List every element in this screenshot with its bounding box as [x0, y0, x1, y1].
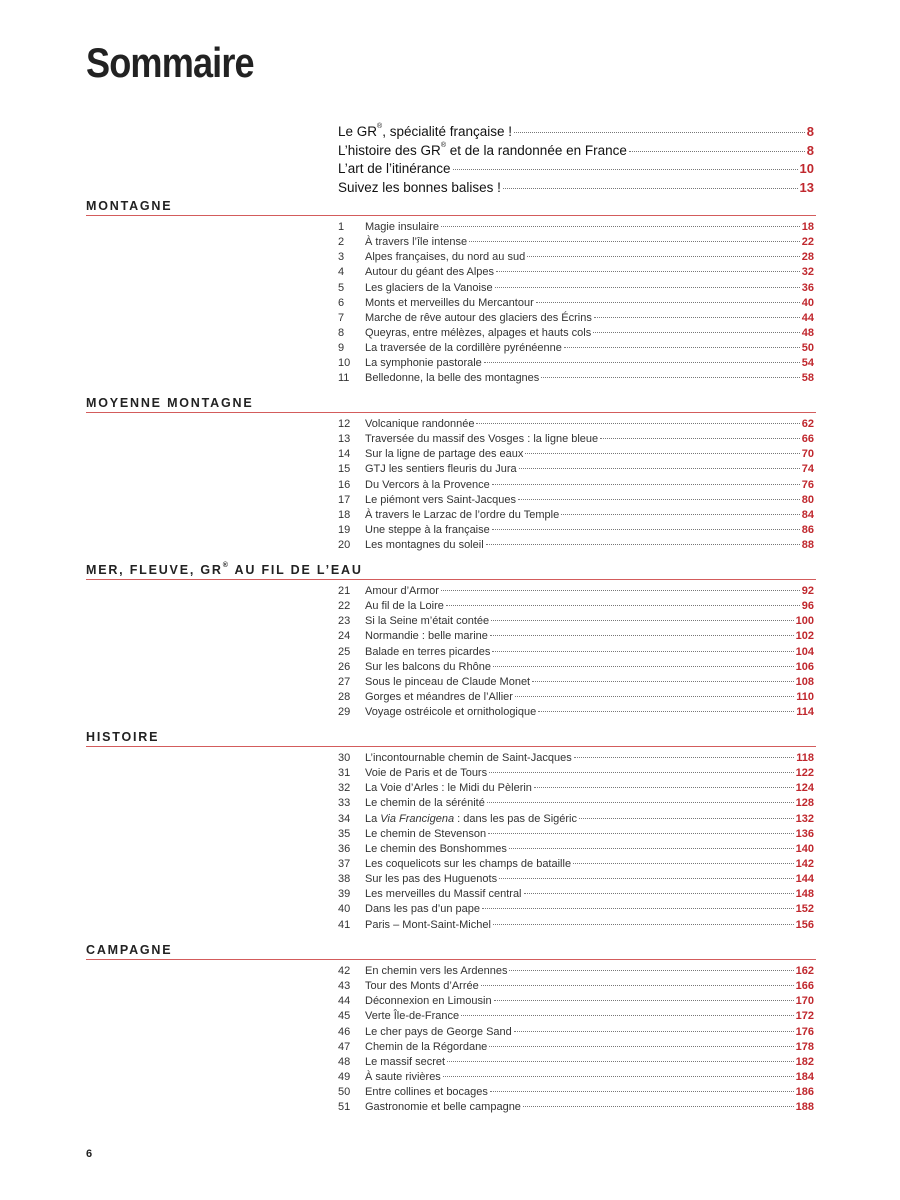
toc-entry[interactable] — [338, 524, 814, 539]
entry-number: 45 — [338, 1010, 351, 1023]
entry-page: 156 — [795, 918, 814, 931]
entry-number: 27 — [338, 675, 351, 688]
toc-entry[interactable] — [338, 1056, 814, 1071]
toc-entry[interactable] — [338, 357, 814, 372]
leader-dots — [491, 620, 794, 621]
toc-entry[interactable] — [338, 463, 814, 478]
entry-number: 38 — [338, 873, 351, 886]
entry-number: 6 — [338, 296, 345, 309]
entry-label: Suivez les bonnes balises ! — [338, 179, 501, 195]
toc-section — [86, 562, 816, 719]
section-header — [86, 942, 816, 960]
leader-dots — [488, 833, 794, 834]
entry-label: GTJ les sentiers fleuris du Jura — [365, 463, 517, 476]
entry-page: 86 — [801, 523, 814, 536]
entry-label: L’art de l’itinérance — [338, 161, 451, 176]
entry-number: 25 — [338, 645, 351, 658]
entry-number: 3 — [338, 251, 345, 264]
leader-dots — [484, 362, 800, 363]
leader-dots — [489, 772, 794, 773]
entry-page: 170 — [795, 995, 814, 1008]
leader-dots — [469, 241, 800, 242]
entry-number: 33 — [338, 797, 351, 810]
entry-label: Sur les balcons du Rhône — [365, 660, 491, 673]
leader-dots — [482, 908, 794, 909]
entry-number: 1 — [338, 221, 345, 233]
entry-label: Dans les pas d’un pape — [365, 903, 480, 916]
entry-number: 26 — [338, 660, 351, 673]
leader-dots — [492, 651, 793, 652]
leader-dots — [514, 132, 805, 133]
leader-dots — [518, 499, 800, 500]
section-header — [86, 729, 816, 747]
leader-dots — [495, 287, 800, 288]
toc-entry[interactable] — [338, 615, 814, 630]
entry-page: 40 — [801, 296, 814, 309]
entry-label: La Via Francigena : dans les pas de Sigéric — [365, 812, 577, 825]
entry-number: 2 — [338, 236, 345, 249]
leader-dots — [525, 453, 799, 454]
entry-label: Le chemin des Bonshommes — [365, 842, 507, 855]
toc-entry[interactable] — [338, 630, 814, 645]
entry-label: Le piémont vers Saint-Jacques — [365, 493, 517, 506]
entry-label: Déconnexion en Limousin — [365, 995, 492, 1008]
entry-label: L’histoire des GR® et de la randonnée en France — [338, 141, 627, 158]
entry-number: 16 — [338, 478, 351, 491]
leader-dots — [519, 468, 800, 469]
entry-number: 23 — [338, 615, 351, 628]
section-items — [338, 965, 814, 1116]
toc-entry[interactable] — [338, 813, 814, 828]
entry-page: 58 — [801, 372, 814, 385]
leader-dots — [494, 1000, 794, 1001]
leader-dots — [453, 169, 798, 170]
entry-page: 188 — [795, 1101, 814, 1114]
entry-label: Amour d’Armor — [365, 585, 439, 597]
toc-entry[interactable] — [338, 433, 814, 448]
entry-number: 34 — [338, 812, 351, 825]
toc-entry[interactable] — [338, 297, 814, 312]
entry-number: 11 — [338, 372, 350, 385]
entry-page: 84 — [801, 508, 814, 521]
entry-number: 13 — [338, 433, 351, 446]
entry-page: 32 — [801, 266, 814, 279]
entry-label: La traversée de la cordillère pyrénéenne — [365, 342, 562, 355]
entry-page: 70 — [801, 448, 814, 461]
intro-entry[interactable] — [338, 161, 814, 180]
entry-page: 74 — [801, 463, 814, 476]
entry-page: 54 — [801, 357, 814, 370]
leader-dots — [487, 802, 794, 803]
entry-number: 15 — [338, 463, 351, 476]
leader-dots — [481, 985, 794, 986]
toc-entry[interactable] — [338, 965, 814, 980]
entry-label: Chemin de la Régordane — [365, 1040, 488, 1053]
leader-dots — [461, 1015, 793, 1016]
entry-page: 48 — [801, 326, 814, 339]
toc-entry[interactable] — [338, 312, 814, 327]
section-title: MONTAGNE — [86, 199, 173, 213]
entry-number: 9 — [338, 342, 345, 355]
section-items — [338, 752, 814, 934]
entry-label: Gorges et méandres de l’Allier — [365, 690, 513, 703]
entry-number: 12 — [338, 418, 351, 430]
leader-dots — [515, 696, 794, 697]
leader-dots — [496, 271, 800, 272]
entry-page: 76 — [801, 478, 814, 491]
entry-number: 51 — [338, 1101, 351, 1114]
entry-number: 14 — [338, 448, 351, 461]
entry-page: 178 — [795, 1040, 814, 1053]
entry-label: Sous le pinceau de Claude Monet — [365, 675, 531, 688]
entry-label: Verte Île-de-France — [365, 1010, 460, 1023]
toc-entry[interactable] — [338, 782, 814, 797]
section-title: HISTOIRE — [86, 730, 160, 744]
entry-number: 40 — [338, 903, 351, 916]
entry-page: 104 — [795, 645, 814, 658]
toc-entry[interactable] — [338, 858, 814, 873]
toc-entry[interactable] — [338, 919, 814, 934]
entry-page: 144 — [795, 873, 814, 886]
toc-entry[interactable] — [338, 767, 814, 782]
entry-number: 21 — [338, 585, 351, 597]
leader-dots — [493, 924, 794, 925]
leader-dots — [447, 1061, 794, 1062]
toc-entry[interactable] — [338, 418, 814, 433]
toc-entry[interactable] — [338, 1071, 814, 1086]
toc-entry[interactable] — [338, 236, 814, 251]
entry-number: 10 — [338, 357, 351, 370]
entry-page: 102 — [795, 630, 814, 643]
entry-number: 18 — [338, 508, 351, 521]
leader-dots — [486, 544, 800, 545]
leader-dots — [443, 1076, 794, 1077]
entry-number: 7 — [338, 311, 345, 324]
toc-entry[interactable] — [338, 828, 814, 843]
entry-label: Sur la ligne de partage des eaux — [365, 448, 524, 461]
entry-page: 96 — [801, 600, 814, 613]
leader-dots — [493, 666, 794, 667]
entry-page: 108 — [795, 675, 814, 688]
entry-page: 186 — [795, 1086, 814, 1099]
leader-dots — [446, 605, 800, 606]
leader-dots — [489, 1046, 793, 1047]
toc-entry[interactable] — [338, 1041, 814, 1056]
intro-entry[interactable] — [338, 124, 814, 143]
leader-dots — [541, 377, 799, 378]
entry-number: 17 — [338, 493, 351, 506]
entry-label: Magie insulaire — [365, 221, 439, 233]
entry-number: 8 — [338, 326, 345, 339]
leader-dots — [523, 1106, 794, 1107]
toc-entry[interactable] — [338, 509, 814, 524]
entry-label: Voyage ostréicole et ornithologique — [365, 706, 537, 719]
entry-label: À travers l’île intense — [365, 236, 468, 249]
leader-dots — [492, 529, 800, 530]
leader-dots — [492, 484, 800, 485]
entry-label: Les glaciers de la Vanoise — [365, 281, 493, 294]
entry-number: 32 — [338, 782, 351, 795]
toc-entry[interactable] — [338, 1010, 814, 1025]
leader-dots — [579, 818, 794, 819]
intro-entry[interactable] — [338, 143, 814, 162]
toc-section — [86, 942, 816, 1114]
toc-entry[interactable] — [338, 980, 814, 995]
entry-number: 44 — [338, 995, 351, 1008]
entry-label: Le massif secret — [365, 1055, 446, 1068]
entry-label: Sur les pas des Huguenots — [365, 873, 498, 886]
entry-number: 41 — [338, 918, 351, 931]
toc-entry[interactable] — [338, 251, 814, 266]
leader-dots — [509, 970, 793, 971]
entry-number: 19 — [338, 523, 351, 536]
entry-page: 114 — [796, 706, 814, 719]
entry-label: Alpes françaises, du nord au sud — [365, 251, 526, 264]
entry-page: 50 — [801, 342, 814, 355]
toc-entry[interactable] — [338, 797, 814, 812]
entry-number: 36 — [338, 842, 351, 855]
entry-number: 46 — [338, 1025, 351, 1038]
entry-number: 31 — [338, 767, 351, 780]
entry-label: Normandie : belle marine — [365, 630, 488, 643]
entry-page: 18 — [801, 221, 814, 233]
entry-number: 37 — [338, 857, 351, 870]
toc-entry[interactable] — [338, 661, 814, 676]
entry-number: 49 — [338, 1070, 351, 1083]
entry-page: 152 — [795, 903, 814, 916]
toc-entry[interactable] — [338, 888, 814, 903]
page-number: 6 — [86, 1148, 93, 1160]
entry-number: 42 — [338, 965, 351, 977]
toc-entry[interactable] — [338, 266, 814, 281]
leader-dots — [534, 787, 794, 788]
entry-page: 13 — [799, 179, 814, 195]
page-title: Sommaire — [86, 39, 254, 86]
leader-dots — [524, 893, 794, 894]
toc-entry[interactable] — [338, 342, 814, 357]
toc-section — [86, 395, 816, 552]
entry-label: Belledonne, la belle des montagnes — [365, 372, 540, 385]
toc-entry[interactable] — [338, 282, 814, 297]
entry-page: 132 — [795, 812, 814, 825]
intro-list — [338, 124, 814, 198]
section-header — [86, 562, 816, 580]
section-title: MOYENNE MONTAGNE — [86, 396, 254, 410]
toc-entry[interactable] — [338, 676, 814, 691]
entry-label: Les montagnes du soleil — [365, 539, 484, 552]
toc-entry[interactable] — [338, 479, 814, 494]
section-title: CAMPAGNE — [86, 943, 173, 957]
entry-page: 110 — [796, 690, 814, 703]
entry-page: 36 — [801, 281, 814, 294]
entry-label: À travers le Larzac de l’ordre du Temple — [365, 508, 560, 521]
toc-entry[interactable] — [338, 539, 814, 554]
entry-label: Balade en terres picardes — [365, 645, 491, 658]
entry-number: 28 — [338, 690, 351, 703]
entry-label: Traversée du massif des Vosges : la ligne bleue — [365, 433, 599, 446]
leader-dots — [532, 681, 794, 682]
entry-page: 118 — [796, 752, 814, 764]
entry-page: 140 — [795, 842, 814, 855]
entry-label: Tour des Monts d’Arrée — [365, 980, 479, 993]
entry-label: Entre collines et bocages — [365, 1086, 488, 1099]
entry-page: 8 — [806, 142, 814, 158]
entry-number: 43 — [338, 980, 351, 993]
entry-page: 182 — [795, 1055, 814, 1068]
leader-dots — [509, 848, 794, 849]
leader-dots — [514, 1031, 794, 1032]
entry-number: 20 — [338, 539, 351, 552]
leader-dots — [441, 226, 800, 227]
entry-page: 80 — [801, 493, 814, 506]
entry-page: 8 — [806, 124, 814, 139]
toc-entry[interactable] — [338, 873, 814, 888]
entry-label: Gastronomie et belle campagne — [365, 1101, 521, 1114]
entry-label: Le GR®, spécialité française ! — [338, 123, 513, 139]
entry-number: 35 — [338, 827, 351, 840]
entry-page: 100 — [795, 615, 814, 628]
leader-dots — [490, 635, 794, 636]
entry-label: Au fil de la Loire — [365, 600, 444, 613]
section-items — [338, 585, 814, 721]
entry-number: 4 — [338, 266, 345, 279]
toc-entry[interactable] — [338, 706, 814, 721]
leader-dots — [594, 317, 800, 318]
entry-page: 166 — [795, 980, 814, 993]
entry-label: Si la Seine m’était contée — [365, 615, 490, 628]
entry-page: 142 — [795, 857, 814, 870]
entry-label: La Voie d’Arles : le Midi du Pèlerin — [365, 782, 532, 795]
toc-entry[interactable] — [338, 843, 814, 858]
entry-number: 50 — [338, 1086, 351, 1099]
entry-page: 162 — [795, 965, 814, 977]
entry-page: 10 — [799, 161, 814, 176]
leader-dots — [538, 711, 794, 712]
entry-label: Queyras, entre mélèzes, alpages et hauts cols — [365, 326, 592, 339]
entry-number: 5 — [338, 281, 345, 294]
leader-dots — [561, 514, 800, 515]
toc-entry[interactable] — [338, 494, 814, 509]
toc-entry[interactable] — [338, 646, 814, 661]
section-title: MER, FLEUVE, GR® AU FIL DE L’EAU — [86, 562, 363, 577]
entry-label: Les coquelicots sur les champs de bataille — [365, 857, 572, 870]
entry-number: 22 — [338, 600, 351, 613]
entry-page: 122 — [795, 767, 814, 780]
entry-label: Paris – Mont-Saint-Michel — [365, 918, 491, 931]
entry-label: Le cher pays de George Sand — [365, 1025, 512, 1038]
toc-entry[interactable] — [338, 1086, 814, 1101]
entry-label: Autour du géant des Alpes — [365, 266, 495, 279]
toc-entry[interactable] — [338, 1101, 814, 1116]
leader-dots — [527, 256, 800, 257]
entry-page: 184 — [795, 1070, 814, 1083]
leader-dots — [573, 863, 794, 864]
toc-section — [86, 198, 816, 385]
entry-page: 106 — [795, 660, 814, 673]
entry-page: 172 — [795, 1010, 814, 1023]
entry-label: Voie de Paris et de Tours — [365, 767, 488, 780]
entry-number: 47 — [338, 1040, 351, 1053]
leader-dots — [503, 188, 798, 189]
leader-dots — [593, 332, 800, 333]
leader-dots — [476, 423, 799, 424]
entry-page: 148 — [795, 888, 814, 901]
entry-label: Les merveilles du Massif central — [365, 888, 522, 901]
entry-number: 39 — [338, 888, 351, 901]
toc-section — [86, 729, 816, 931]
entry-label: En chemin vers les Ardennes — [365, 965, 508, 977]
toc-entry[interactable] — [338, 372, 814, 387]
entry-page: 62 — [801, 418, 814, 430]
entry-label: Marche de rêve autour des glaciers des Écrins — [365, 311, 592, 324]
toc-entry[interactable] — [338, 1026, 814, 1041]
entry-page: 22 — [801, 236, 814, 249]
entry-page: 88 — [801, 539, 814, 552]
leader-dots — [574, 757, 795, 758]
entry-number: 29 — [338, 706, 351, 719]
section-items — [338, 221, 814, 388]
entry-label: Le chemin de la sérénité — [365, 797, 485, 810]
toc-entry[interactable] — [338, 600, 814, 615]
entry-page: 66 — [801, 433, 814, 446]
leader-dots — [600, 438, 800, 439]
toc-entry[interactable] — [338, 585, 814, 600]
entry-label: À saute rivières — [365, 1070, 441, 1083]
leader-dots — [490, 1091, 794, 1092]
entry-page: 136 — [795, 827, 814, 840]
toc-entry[interactable] — [338, 221, 814, 236]
entry-label: Monts et merveilles du Mercantour — [365, 296, 534, 309]
toc-entry[interactable] — [338, 752, 814, 767]
entry-number: 30 — [338, 752, 351, 764]
entry-number: 48 — [338, 1055, 351, 1068]
entry-label: Volcanique randonnée — [365, 418, 475, 430]
section-header — [86, 198, 816, 216]
leader-dots — [536, 302, 800, 303]
entry-label: Le chemin de Stevenson — [365, 827, 487, 840]
entry-page: 124 — [795, 782, 814, 795]
entry-label: L’incontournable chemin de Saint-Jacques — [365, 752, 572, 764]
toc-entry[interactable] — [338, 327, 814, 342]
entry-label: Du Vercors à la Provence — [365, 478, 490, 491]
entry-page: 128 — [795, 797, 814, 810]
intro-entry[interactable] — [338, 180, 814, 199]
toc-entry[interactable] — [338, 691, 814, 706]
entry-page: 176 — [795, 1025, 814, 1038]
section-header — [86, 395, 816, 413]
leader-dots — [629, 151, 805, 152]
entry-label: Une steppe à la française — [365, 523, 490, 536]
leader-dots — [441, 590, 800, 591]
toc-entry[interactable] — [338, 995, 814, 1010]
entry-label: La symphonie pastorale — [365, 357, 482, 370]
toc-entry[interactable] — [338, 448, 814, 463]
toc-entry[interactable] — [338, 903, 814, 918]
entry-page: 28 — [801, 251, 814, 264]
section-items — [338, 418, 814, 554]
entry-number: 24 — [338, 630, 351, 643]
entry-page: 92 — [801, 585, 814, 597]
leader-dots — [564, 347, 800, 348]
leader-dots — [499, 878, 794, 879]
entry-page: 44 — [801, 311, 814, 324]
